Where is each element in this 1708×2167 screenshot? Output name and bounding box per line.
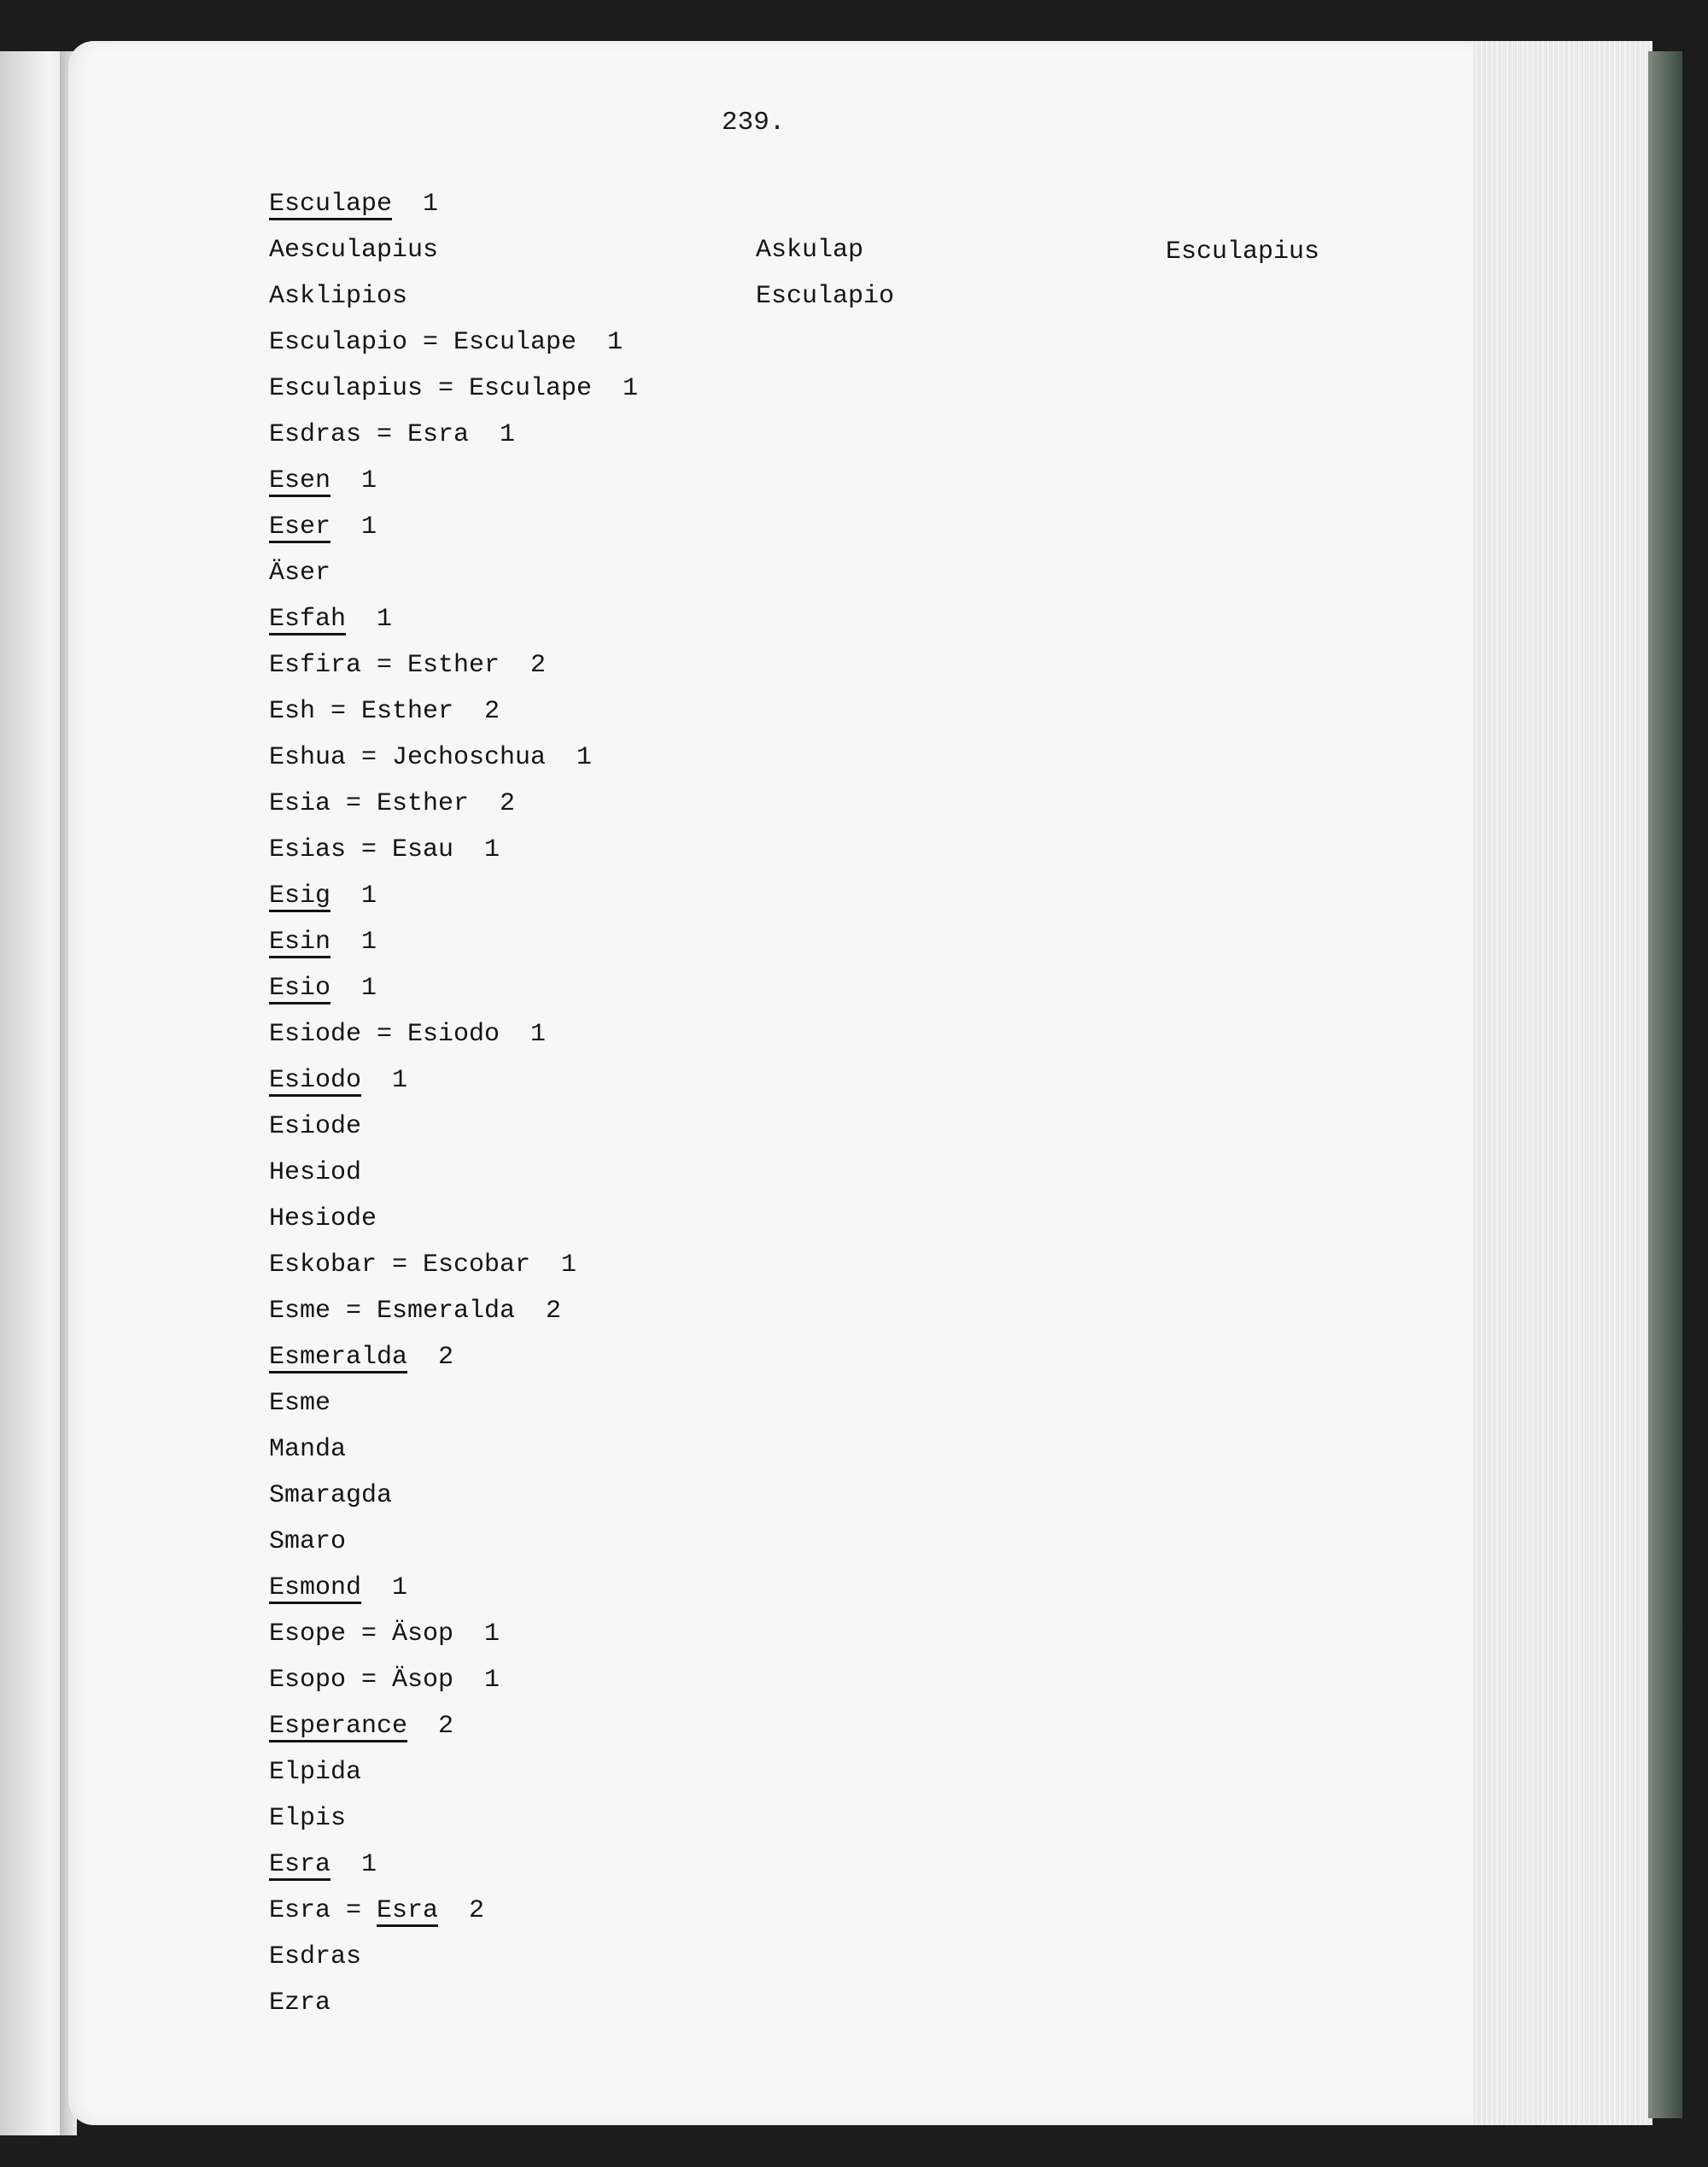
entry-text: Eshua = Jechoschua 1 bbox=[269, 743, 593, 772]
entry-line bbox=[269, 1988, 330, 2018]
entry-text: Esfira = Esther 2 bbox=[269, 651, 547, 680]
entry-line bbox=[269, 328, 623, 357]
entry-line bbox=[269, 1573, 407, 1602]
entry-line bbox=[269, 1896, 484, 1925]
entry-line bbox=[269, 1435, 346, 1464]
entry-line bbox=[269, 881, 377, 911]
entry-headword: Esen bbox=[269, 466, 331, 495]
related-name: Esculapius bbox=[1166, 237, 1320, 266]
entry-line bbox=[269, 420, 515, 449]
entry-line bbox=[269, 1942, 361, 1971]
entry-count: 2 bbox=[407, 1343, 454, 1372]
entry-text: Elpis bbox=[269, 1804, 347, 1833]
entry-text: Hesiod bbox=[269, 1158, 362, 1187]
entry-headword: Esculape bbox=[269, 190, 393, 219]
entry-text: Esiode = Esiodo 1 bbox=[269, 1020, 547, 1049]
entry-count: 2 bbox=[407, 1712, 454, 1741]
entry-line bbox=[269, 789, 515, 818]
entry-count: 1 bbox=[361, 1573, 408, 1602]
entry-text: Aesculapius bbox=[269, 236, 439, 265]
entry-count: 1 bbox=[330, 466, 377, 495]
page-stack-edges bbox=[1473, 41, 1652, 2125]
entry-line bbox=[269, 374, 638, 403]
entry-count: 1 bbox=[392, 190, 439, 219]
entry-line bbox=[269, 1020, 546, 1049]
entry-headword: Esig bbox=[269, 881, 331, 911]
entry-line bbox=[269, 1066, 407, 1095]
entry-headword: Esra bbox=[269, 1850, 331, 1879]
entry-line bbox=[269, 1666, 500, 1695]
entry-line bbox=[269, 1343, 453, 1372]
entry-headword: Esiodo bbox=[269, 1066, 362, 1095]
entry-line bbox=[269, 1804, 346, 1833]
entry-text: Esculapius = Esculape 1 bbox=[269, 374, 639, 403]
entry-line bbox=[269, 512, 377, 542]
related-name: Askulap bbox=[756, 236, 864, 265]
entry-line bbox=[269, 236, 438, 265]
entry-line bbox=[269, 835, 500, 864]
entry-text: Asklipios bbox=[269, 282, 408, 311]
entry-count: 1 bbox=[361, 1066, 408, 1095]
entry-line bbox=[269, 1112, 361, 1141]
entry-text: Esope = Äsop 1 bbox=[269, 1619, 500, 1649]
entry-line bbox=[269, 1158, 361, 1187]
entry-count: 1 bbox=[330, 928, 377, 957]
entry-text: Smaro bbox=[269, 1527, 347, 1556]
entry-text: Esiode bbox=[269, 1112, 362, 1141]
entry-text: Esdras = Esra 1 bbox=[269, 420, 516, 449]
entry-text: Hesiode bbox=[269, 1204, 377, 1233]
entry-headword: Esmond bbox=[269, 1573, 362, 1602]
entry-headword: Esra bbox=[377, 1896, 439, 1925]
related-name: Esculapio bbox=[756, 282, 895, 311]
entry-text: Esra = bbox=[269, 1896, 377, 1925]
entry-text: Äser bbox=[269, 559, 331, 588]
entry-count: 1 bbox=[330, 881, 377, 911]
entry-headword: Esio bbox=[269, 974, 331, 1003]
entry-line bbox=[269, 559, 330, 588]
book-cover-edge bbox=[1648, 51, 1682, 2118]
entry-count: 1 bbox=[330, 974, 377, 1003]
entry-headword: Esmeralda bbox=[269, 1343, 408, 1372]
entry-text: Esopo = Äsop 1 bbox=[269, 1666, 500, 1695]
entry-text: Esh = Esther 2 bbox=[269, 697, 500, 726]
entry-line bbox=[269, 743, 592, 772]
entry-headword: Eser bbox=[269, 512, 331, 542]
entry-line bbox=[269, 974, 377, 1003]
entry-line bbox=[269, 1250, 576, 1280]
entry-line bbox=[269, 1297, 561, 1326]
entry-text: Smaragda bbox=[269, 1481, 393, 1510]
entry-text: Esme = Esmeralda 2 bbox=[269, 1297, 562, 1326]
left-page-edge bbox=[0, 51, 68, 2135]
entry-text: Eskobar = Escobar 1 bbox=[269, 1250, 577, 1280]
entry-line bbox=[269, 928, 377, 957]
entry-count: 1 bbox=[330, 512, 377, 542]
entry-line bbox=[269, 282, 407, 311]
entry-text: Ezra bbox=[269, 1988, 331, 2018]
entry-line bbox=[269, 605, 392, 634]
entry-line bbox=[269, 697, 500, 726]
entry-headword: Esfah bbox=[269, 605, 347, 634]
entry-line bbox=[269, 1389, 330, 1418]
entry-text: Esdras bbox=[269, 1942, 362, 1971]
entry-count: 2 bbox=[438, 1896, 485, 1925]
entry-text: Esme bbox=[269, 1389, 331, 1418]
entry-headword: Esin bbox=[269, 928, 331, 957]
entry-line bbox=[269, 1527, 346, 1556]
entry-count: 1 bbox=[330, 1850, 377, 1879]
entry-text: Esia = Esther 2 bbox=[269, 789, 516, 818]
page-number: 239. bbox=[722, 108, 786, 138]
entry-line bbox=[269, 466, 377, 495]
entry-text: Esias = Esau 1 bbox=[269, 835, 500, 864]
entry-line bbox=[269, 1712, 453, 1741]
entry-count: 1 bbox=[346, 605, 393, 634]
entry-line bbox=[269, 1850, 377, 1879]
entry-line bbox=[269, 1481, 392, 1510]
entry-text: Manda bbox=[269, 1435, 347, 1464]
entry-text: Elpida bbox=[269, 1758, 362, 1787]
entry-headword: Esperance bbox=[269, 1712, 408, 1741]
entry-text: Esculapio = Esculape 1 bbox=[269, 328, 623, 357]
entry-line bbox=[269, 190, 438, 219]
entry-line bbox=[269, 1619, 500, 1649]
entry-line bbox=[269, 1204, 377, 1233]
entry-line bbox=[269, 1758, 361, 1787]
entry-line bbox=[269, 651, 546, 680]
